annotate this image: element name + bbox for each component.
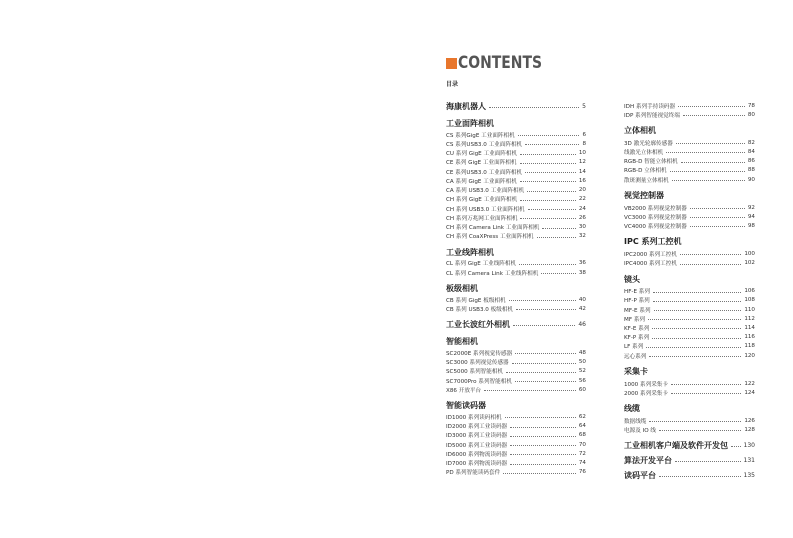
dot-leader [512,363,576,364]
toc-entry-title: 立体相机 [624,126,656,136]
toc-entry-title: IDP 系列智能视觉终端 [624,112,680,119]
toc-entry-title: 海康机器人 [446,102,486,111]
toc-page-number: 50 [578,359,586,365]
dot-leader [690,226,745,227]
toc-page-number: 84 [747,148,755,155]
dot-leader [676,143,745,144]
dot-leader [690,208,745,209]
toc-entry-title: HF-P 系列 [624,298,650,305]
toc-section-header [446,248,586,257]
toc-entry[interactable] [624,147,755,156]
toc-entry-title: IPC 系列工控机 [624,237,682,247]
toc-page-number: 120 [744,352,755,359]
toc-entry[interactable] [624,416,755,425]
toc-entry[interactable] [624,166,755,175]
dot-leader [681,162,745,163]
toc-entry[interactable] [624,333,755,342]
dot-leader [671,384,741,385]
toc-entry[interactable] [446,158,586,167]
toc-page-number: 60 [578,386,586,393]
toc-entry-title: CE 系列 GigE 工业面阵相机 [446,160,517,167]
toc-page-number: 52 [578,368,586,375]
toc-entry-title: 数据线缆 [624,418,647,425]
toc-page-number: 30 [578,224,586,230]
toc-page-number: 80 [747,111,755,118]
toc-entry-title: VC3000 系列视觉控制器 [624,214,687,221]
toc-page-number: 32 [578,233,586,240]
toc-entry-title: 工业长波红外相机 [446,320,510,330]
toc-entry-title: CH 系列 Camera Link 工业面阵相机 [446,225,540,231]
toc-page-number: 126 [744,417,755,424]
toc-entry-title: 线激光立体相机 [624,149,664,156]
toc-entry[interactable] [624,323,755,332]
toc-page-number: 56 [578,377,586,384]
dot-leader [489,107,579,108]
toc-entry-title: RGB-D 立体相机 [624,168,667,175]
dot-leader [653,301,742,302]
dot-leader [520,218,575,219]
dot-leader [520,163,576,164]
toc-entry-title: CS 系列USB3.0 工业面阵相机 [446,141,523,148]
toc-entry[interactable] [624,342,755,351]
toc-entry-title: 算法开发平台 [624,456,672,466]
toc-page-number: 100 [744,250,755,257]
toc-entry-title: VC4000 系列视觉控制器 [624,223,687,230]
dot-leader [509,300,576,301]
toc-section-header [446,401,586,410]
toc-page-number: 12 [578,159,586,166]
dot-leader [649,356,741,357]
toc-page-number: 5 [582,103,586,110]
toc-entry-title: IDH 系列手持读码器 [624,103,676,110]
dot-leader [520,154,576,155]
toc-entry-title: 1000 系列采集卡 [624,381,668,388]
toc-page-number: 36 [578,260,586,267]
toc-section-entry[interactable] [624,441,755,450]
toc-entry[interactable] [624,296,755,305]
dot-leader [683,115,745,116]
toc-entry-title: CH 系列万兆网工业面阵相机 [446,215,518,222]
toc-entry-title: 3D 激光轮廓传感器 [624,140,673,147]
toc-section-header [624,126,755,135]
toc-entry[interactable] [624,305,755,314]
dot-leader [678,106,745,107]
toc-entry-title: 镜头 [624,274,640,284]
toc-entry[interactable] [624,221,755,230]
dot-leader [510,436,576,437]
toc-page-number: 70 [578,441,586,448]
dot-leader [520,181,576,182]
toc-entry[interactable] [446,186,586,195]
toc-page-number: 40 [578,296,586,303]
dot-leader [646,347,741,348]
dot-leader [528,209,576,210]
toc-entry[interactable] [446,358,586,367]
dot-leader [515,353,576,354]
dot-leader [519,264,576,265]
toc-page-number: 135 [743,472,755,480]
toc-entry[interactable] [446,213,586,222]
toc-entry-title: CL 系列 GigE 工业线阵相机 [446,261,517,268]
toc-entry-title: MF-E 系列 [624,307,651,314]
toc-page-number: 62 [578,413,586,420]
dot-leader [670,171,745,172]
toc-page-number: 8 [582,140,586,147]
toc-entry[interactable] [624,157,755,166]
toc-section-entry[interactable] [446,320,586,329]
toc-entry[interactable] [624,138,755,147]
toc-entry-title: 读码平台 [624,471,656,481]
toc-entry-title: CB 系列 USB3.0 板级相机 [446,306,514,313]
toc-section-entry[interactable] [624,471,755,480]
dot-leader [649,421,741,422]
toc-section-entry[interactable] [446,102,586,111]
dot-leader [653,292,741,293]
dot-leader [505,417,576,418]
dot-leader [527,191,576,192]
toc-entry-title: 散斑测量立体相机 [624,177,669,184]
dot-leader [648,319,741,320]
toc-entry-title: ID6000 系列物流读码器 [446,451,508,458]
dot-leader [515,381,576,382]
toc-entry-title: SC3000 系列视觉传感器 [446,360,509,366]
orange-square-icon [446,58,457,69]
toc-section-header [624,275,755,284]
toc-entry-title: CH 系列 CoaXPress 工业面阵相机 [446,234,534,241]
dot-leader [680,254,741,255]
toc-entry-title: 线缆 [624,404,640,414]
toc-entry-title: ID5000 系列工业读码器 [446,442,508,449]
toc-entry-title: RGB-D 智能立体相机 [624,159,678,166]
dot-leader [525,144,579,145]
toc-entry[interactable] [624,203,755,212]
toc-entry[interactable] [624,379,755,388]
toc-entry-title: X86 开放平台 [446,387,482,394]
toc-page-number: 108 [744,297,755,304]
toc-entry[interactable] [624,287,755,296]
toc-entry[interactable] [446,176,586,185]
toc-page-number: 26 [578,214,586,221]
toc-entry[interactable] [624,212,755,221]
toc-entry-title: PD 系列智能读码套件 [446,470,501,477]
toc-entry[interactable] [624,249,755,258]
toc-entry-title: CB 系列 GigE 板级相机 [446,297,506,304]
toc-page-number: 68 [578,432,586,439]
toc-page-number: 42 [578,305,586,312]
dot-leader [666,152,745,153]
toc-entry[interactable] [446,422,586,431]
toc-entry[interactable] [446,412,586,421]
toc-page-number: 98 [747,222,755,229]
toc-entry-title: 工业相机客户端及软件开发包 [624,441,728,451]
toc-entry-title: CA 系列 USB3.0 工业面阵相机 [446,188,525,194]
contents-heading [446,52,560,74]
toc-entry-title: KF-P 系列 [624,335,650,342]
toc-entry[interactable] [446,449,586,458]
toc-entry[interactable] [446,204,586,213]
toc-entry-title: CA 系列 GigE 工业面阵相机 [446,178,517,185]
dot-leader [518,135,580,136]
toc-entry-title: ID1000 系列读码相机 [446,414,502,421]
toc-section-entry[interactable] [624,456,755,465]
toc-page-number: 64 [578,423,586,429]
toc-entry[interactable] [446,232,586,241]
toc-page-number: 20 [578,187,586,193]
toc-entry-title: 2000 系列采集卡 [624,390,668,397]
toc-entry-title: SC5000 系列智能相机 [446,369,504,376]
toc-entry-title: SC2000E 系列视觉传感器 [446,350,513,357]
toc-entry[interactable] [624,101,755,110]
dot-leader [652,328,741,329]
toc-entry[interactable] [624,314,755,323]
toc-page-number: 118 [744,343,755,350]
toc-entry[interactable] [446,385,586,394]
toc-page-number: 86 [747,158,755,165]
toc-entry[interactable] [446,130,586,139]
dot-leader [654,310,742,311]
toc-entry-title: CH 系列 USB3.0 工业面阵相机 [446,206,525,213]
toc-entry[interactable] [446,223,586,232]
toc-page-number: 112 [744,315,755,322]
toc-page-number: 114 [744,324,755,331]
toc-entry[interactable] [624,175,755,184]
dot-leader [690,217,745,218]
dot-leader [542,228,575,229]
toc-entry[interactable] [446,139,586,148]
toc-entry-title: CU 系列 GigE 工业面阵相机 [446,151,518,157]
dot-leader [731,446,741,447]
toc-entry-title: 智能相机 [446,337,478,347]
toc-entry-title: LF 系列 [624,344,644,351]
toc-page-number: 106 [744,288,755,295]
toc-entry[interactable] [624,388,755,397]
dot-leader [513,325,575,326]
dot-leader [659,476,741,477]
toc-page-number: 76 [578,469,586,476]
toc-entry-title: CL 系列 Camera Link 工业线阵相机 [446,270,539,277]
toc-page-number: 10 [578,150,586,156]
toc-entry[interactable] [446,459,586,468]
toc-page-number: 14 [578,168,586,175]
contents-title: CONTENTS [458,53,542,73]
toc-entry-title: 远心系列 [624,353,647,360]
toc-entry[interactable] [446,295,586,304]
toc-entry-title: ID3000 系列工业读码器 [446,433,508,440]
toc-entry-title: KF-E 系列 [624,325,650,332]
toc-entry-title: IPC4000 系列工控机 [624,261,677,268]
dot-leader [525,172,576,173]
toc-entry-title: MF 系列 [624,316,646,323]
toc-page-number: 124 [744,389,755,396]
toc-section-header [446,284,586,293]
dot-leader [680,264,741,265]
toc-entry[interactable] [446,376,586,385]
dot-leader [503,473,576,474]
toc-entry-title: ID2000 系列工业读码器 [446,424,508,430]
toc-page-number: 102 [744,260,755,267]
toc-entry[interactable] [446,259,586,268]
toc-entry-title: CS 系列GigE 工业面阵相机 [446,132,515,139]
toc-entry[interactable] [446,195,586,204]
toc-page-number: 48 [578,349,586,356]
toc-page-number: 131 [743,457,755,465]
toc-entry[interactable] [624,351,755,360]
toc-entry-title: 智能读码器 [446,401,486,411]
toc-page-number: 22 [578,196,586,203]
dot-leader [537,237,576,238]
toc-section-header [624,237,755,246]
toc-entry-title: 板级相机 [446,284,478,293]
dot-leader [520,200,576,201]
toc-page-number: 38 [578,269,586,276]
toc-page-number: 16 [578,177,586,184]
dot-leader [659,430,741,431]
toc-entry[interactable] [624,259,755,268]
toc-section-header [624,404,755,413]
toc-entry[interactable] [446,167,586,176]
toc-entry-title: HF-E 系列 [624,289,650,296]
toc-entry[interactable] [624,110,755,119]
toc-entry[interactable] [446,440,586,449]
dot-leader [484,390,576,391]
toc-entry-title: 电源及 IO 线 [624,427,656,434]
toc-page-number: 88 [747,167,755,174]
toc-entry-title: IPC2000 系列工控机 [624,251,677,258]
toc-entry-title: CE 系列USB3.0 工业面阵相机 [446,169,523,176]
toc-page-number: 46 [578,321,586,329]
toc-page-number: 116 [744,334,755,341]
toc-page-number: 90 [747,176,755,183]
dot-leader [671,393,741,394]
dot-leader [672,180,745,181]
contents-subtitle: 目录 [446,81,459,88]
toc-entry-title: 工业面阵相机 [446,119,494,128]
toc-section-header [624,367,755,376]
dot-leader [510,464,576,465]
toc-page-number: 122 [744,380,755,387]
toc-entry-title: SC7000Pro 系列智能相机 [446,378,512,385]
dot-leader [675,461,741,462]
dot-leader [516,309,576,310]
toc-entry[interactable] [446,268,586,277]
toc-page-number: 110 [744,306,755,313]
toc-page-number: 82 [747,139,755,146]
toc-entry[interactable] [446,431,586,440]
toc-entry[interactable] [446,348,586,357]
dot-leader [506,372,576,373]
toc-entry[interactable] [624,425,755,434]
dot-leader [510,445,576,446]
toc-page-number: 24 [578,205,586,212]
toc-entry[interactable] [446,149,586,158]
dot-leader [510,454,576,455]
toc-entry-title: CH 系列 GigE 工业面阵相机 [446,197,518,204]
toc-page-number: 78 [747,102,755,109]
toc-entry-title: VB2000 系列视觉控制器 [624,205,687,212]
dot-leader [652,338,741,339]
toc-entry-title: ID7000 系列物流读码器 [446,461,508,467]
toc-page-number: 130 [743,442,755,450]
toc-entry-title: 视觉控制器 [624,191,664,200]
toc-entry[interactable] [446,367,586,376]
toc-entry[interactable] [446,468,586,477]
dot-leader [510,427,576,428]
toc-page-number: 72 [578,450,586,457]
toc-section-header [446,337,586,346]
dot-leader [541,273,576,274]
toc-entry-title: 工业线阵相机 [446,247,494,257]
toc-entry-title: 采集卡 [624,367,648,376]
toc-entry[interactable] [446,304,586,313]
toc-page-number: 128 [744,426,755,433]
toc-page-number: 74 [578,460,586,466]
toc-page-number: 94 [747,213,755,220]
toc-page-number: 92 [747,204,755,211]
toc-section-header [624,191,755,200]
toc-page-number: 6 [582,131,586,138]
toc-section-header [446,119,586,128]
